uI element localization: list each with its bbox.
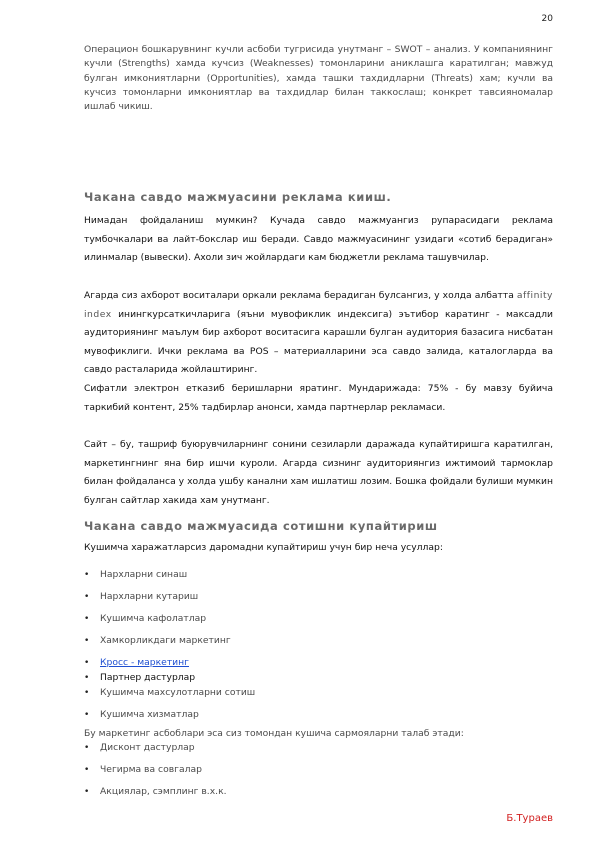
list-item: • Нархларни кутариш — [84, 590, 544, 612]
page-number: 20 — [541, 14, 553, 24]
p2-start: Агарда сиз ахборот воситалари оркали реклама берадиган булсангиз, у холда албатта — [84, 290, 517, 301]
section-heading-advertising: Чакана савдо мажмуасини реклама кииш. — [84, 190, 392, 204]
list-item: • Акциялар, сэмплинг в.х.к. — [84, 785, 544, 807]
cross-marketing-link[interactable]: Кросс - маркетинг — [100, 657, 189, 668]
investment-list — [84, 741, 544, 807]
advertising-paragraph-2 — [84, 287, 553, 380]
list-item: • Чегирма ва совгалар — [84, 763, 544, 785]
affinity-index-term: affinity index — [84, 290, 553, 320]
author-name: Б.Тураев — [506, 813, 553, 824]
investment-intro: Бу маркетинг асбоблари эса сиз томондан кушича сармояларни талаб этади: — [84, 728, 464, 739]
list-item[interactable] — [84, 656, 544, 671]
methods-list — [84, 568, 544, 730]
list-item: • Нархларни синаш — [84, 568, 544, 590]
list-item: • Кушимча махсулотларни сотиш — [84, 686, 544, 708]
section-heading-sales: Чакана савдо мажмуасида сотишни купайтириш — [84, 519, 438, 533]
advertising-paragraph-1: Нимадан фойдаланиш мумкин? Кучада савдо мажмуангиз рупарасидаги реклама тумбочкалари ва лайт-бокслар иш беради. Савдо мажмуасининг узидаги «сотиб берадиган» илинмалар (вывески). Ахоли зич жойлардаги кам бюджетли реклама ташувчилар. — [84, 215, 553, 264]
methods-intro: Кушимча харажатларсиз даромадни купайтириш учун бир неча усуллар: — [84, 542, 443, 553]
swot-paragraph: Операцион бошкарувнинг кучли асбоби тугрисида унутманг – SWOT – анализ. У компаниянинг кучли (Strengths) хамда кучсиз (Weaknesses) томонларини аниклашга каратилган; мавжуд булган имкониятларни (Opportunities), хамда ташки тахдидларни (Threats) хам; кучли ва кучсиз томонларни имкониятлар ва тахдидлар билан таккослаш; конкрет тавсияномалар ишлаб чикиш. — [84, 44, 553, 113]
list-item: • Партнер дастурлар — [84, 671, 544, 686]
email-paragraph: Сифатли электрон етказиб беришларни яратинг. Мундарижада: 75% - бу мавзу буйича таркибий контент, 25% тадбирлар анонси, хамда партнерлар рекламаси. — [84, 383, 553, 413]
list-item: • Хамкорликдаги маркетинг — [84, 634, 544, 656]
p2-end: инингкурсаткичларига (яъни мувофиклик индексига) эътибор каратинг - максадли аудиториянинг маълум бир ахборот воситасига карашли булган аудитория базасига нисбатан мувофиклиги. Ички реклама ва POS – материалларини эса савдо залида, каталогларда ва савдо расталарида жойлаштиринг. — [84, 308, 553, 376]
website-paragraph: Сайт – бу, ташриф буюрувчиларнинг сонини сезиларли даражада купайтиришга каратилган, маркетингнинг яна бир ишчи куроли. Агарда сизнинг аудиториянгиз ижтимоий тармоклар билан фойдаланса у холда ушбу канални хам ишлатиш лозим. Бошка фойдали булиши мумкин булган сайтлар хакида хам унутманг. — [84, 439, 553, 506]
list-item: • Кушимча хизматлар — [84, 708, 544, 730]
list-item: • Кушимча кафолатлар — [84, 612, 544, 634]
list-item: • Дисконт дастурлар — [84, 741, 544, 763]
